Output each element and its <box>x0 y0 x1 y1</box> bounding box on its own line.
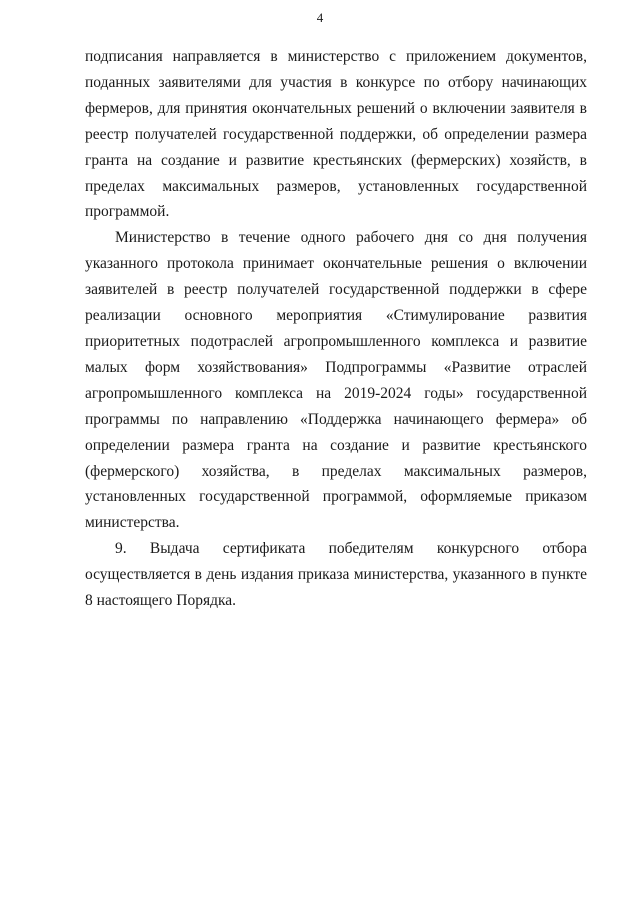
paragraph-continuation: подписания направляется в министерство с приложением документов, поданных заявителями для участия в конкурсе по отбору начинающих фермеров, для принятия окончательных решений о включении заявителя в реестр получателей государственной поддержки, об определении размера гранта на создание и развитие крестьянских (фермерских) хозяйств, в пределах максимальных размеров, установленных государственной программой. <box>85 48 587 221</box>
paragraph-ministry-decision: Министерство в течение одного рабочего дня со дня получения указанного протокола принимает окончательные решения о включении заявителей в реестр получателей государственной поддержки в сфере реализации основного мероприятия «Стимулирование развития приоритетных подотраслей агропромышленного комплекса и развитие малых форм хозяйствования» Подпрограммы «Развитие отраслей агропромышленного комплекса на 2019-2024 годы» государственной программы по направлению «Поддержка начинающего фермера» об определении размера гранта на создание и развитие крестьянского (фермерского) хозяйства, в пределах максимальных размеров, установленных государственной программой, оформляемые приказом министерства. <box>85 229 587 532</box>
page-number: 4 <box>316 10 324 25</box>
paragraph-item-9-certificate: 9. Выдача сертификата победителям конкурсного отбора осуществляется в день издания приказа министерства, указанного в пункте 8 настоящего Порядка. <box>85 540 587 610</box>
document-body <box>85 44 587 614</box>
